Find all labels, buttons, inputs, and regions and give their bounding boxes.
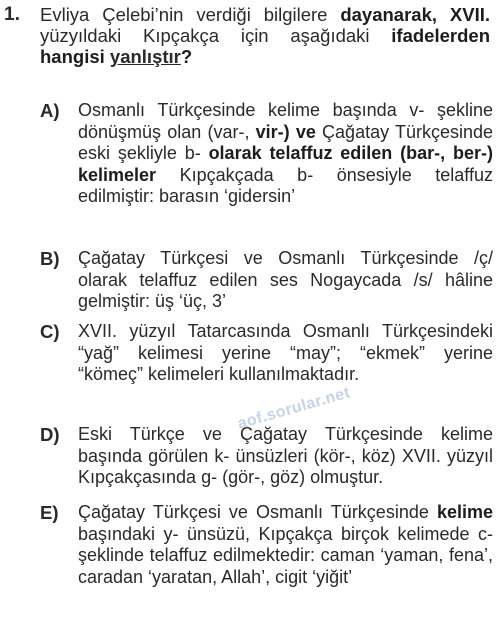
stem-question-mark: ? bbox=[180, 46, 193, 67]
stem-part-3: yüzyıldaki Kıpçakça için aşağıdaki bbox=[40, 25, 392, 46]
option-d-letter: D) bbox=[40, 424, 60, 445]
option-a-letter: A) bbox=[40, 100, 60, 121]
option-b-letter: B) bbox=[40, 248, 60, 269]
stem-bold-ifadelerden: ifadelerden hangisi bbox=[40, 25, 490, 67]
question-stem bbox=[40, 4, 490, 67]
stem-bold-dayanarak: dayanarak, XVII. bbox=[340, 4, 490, 25]
stem-part-1: Evliya Çelebi’nin verdiği bilgilere bbox=[40, 4, 328, 25]
option-b-text: Çağatay Türkçesi ve Osmanlı Türkçesinde /ç/ olarak telaffuz edilen ses Nogaycada /s/ hâline gelmiştir: üş ‘üç, 3’ bbox=[78, 248, 493, 311]
question-number: 1. bbox=[4, 4, 21, 25]
option-a-text: Osmanlı Türkçesinde kelime başında v- şekline dönüşmüş olan (var-, vir-) ve Çağatay Türkçesinde eski şekliyle b- olarak telaffuz edilen (bar-, ber-) kelimeler Kıpçakçada b- önsesiyle telaffuz edilmiştir: barasın ‘gidersin’ bbox=[78, 100, 493, 206]
option-e-text: Çağatay Türkçesi ve Osmanlı Türkçesinde kelime başındaki y- ünsüzü, Kıpçakça birçok kelimede c- şeklinde telaffuz edilmektedir: caman ‘yaman, fena’, caradan ‘yaratan, Allah’, cigit ‘yiğit’ bbox=[78, 502, 493, 587]
option-c-letter: C) bbox=[40, 321, 60, 342]
option-c-text: XVII. yüzyıl Tatarcasında Osmanlı Türkçesindeki “yağ” kelimesi yerine “may”; “ekmek” yerine “kömeç” kelimeleri kullanılmaktadır. bbox=[78, 321, 493, 384]
option-e-letter: E) bbox=[40, 502, 59, 523]
stem-underlined-yanlistir: yanlıştır bbox=[109, 46, 181, 67]
watermark-diagonal: aof.sorular.net bbox=[235, 384, 353, 433]
option-d-text: Eski Türkçe ve Çağatay Türkçesinde kelime başında görülen k- ünsüzleri (kör-, köz) XVII. yüzyıl Kıpçakçasında g- (gör-, göz) olmuştur. bbox=[78, 424, 493, 487]
